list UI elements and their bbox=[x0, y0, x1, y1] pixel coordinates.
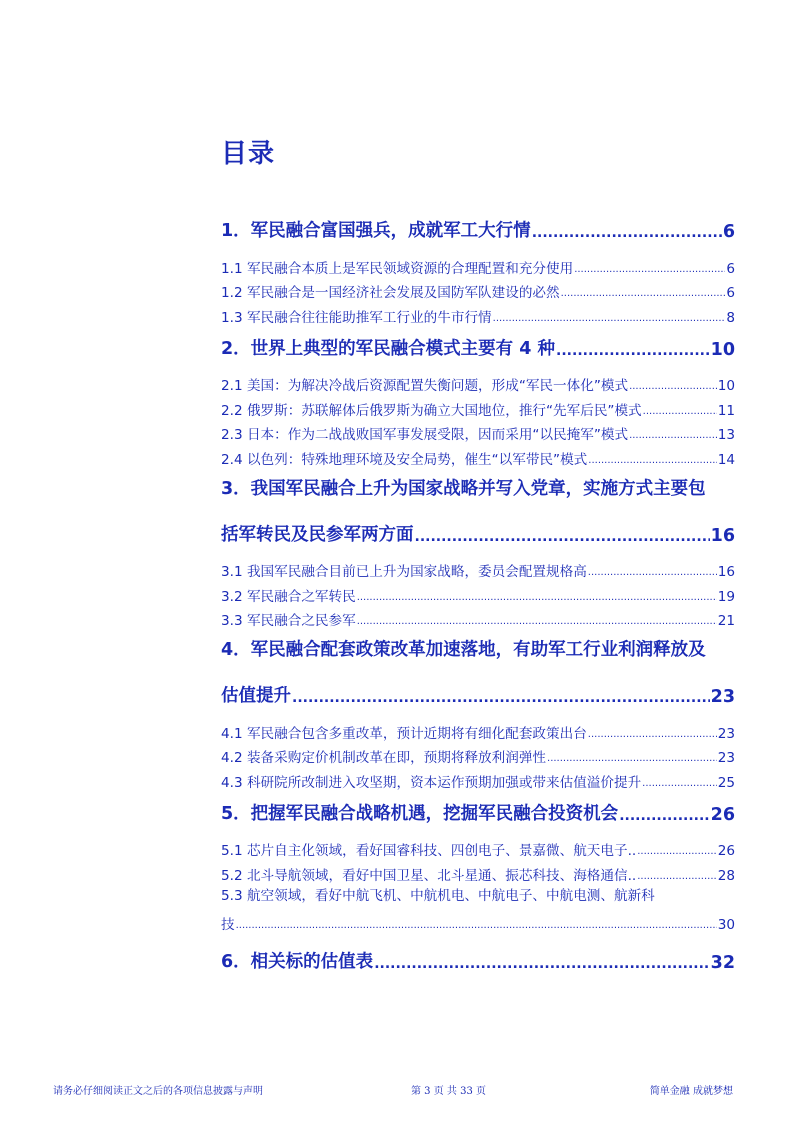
toc-page-number: 30 bbox=[717, 916, 735, 933]
toc-entry[interactable] bbox=[221, 216, 735, 242]
toc-entry[interactable] bbox=[221, 556, 735, 581]
toc-entry-text: 4.2 装备采购定价机制改革在即，预期将释放利润弹性 bbox=[221, 750, 547, 766]
toc-entry-text: 2.3 日本：作为二战战败国军事发展受限，因而采用“以民掩军”模式 bbox=[221, 427, 629, 443]
toc-entry[interactable] bbox=[221, 252, 735, 277]
toc-entry[interactable] bbox=[221, 334, 735, 360]
toc-entry[interactable] bbox=[221, 443, 735, 468]
toc-entry[interactable] bbox=[221, 766, 735, 791]
toc-entry-text: 3.3 军民融合之民参军 bbox=[221, 613, 356, 629]
toc-entry-text: 4.3 科研院所改制进入攻坚期，资本运作预期加强或带来估值溢价提升 bbox=[221, 774, 642, 791]
toc-entry-text: 1.3 军民融合往往能助推军工行业的牛市行情 bbox=[221, 309, 492, 326]
toc-entry-text: 4.1 军民融合包含多重改革，预计近期将有细化配套政策出台 bbox=[221, 725, 587, 742]
toc-entry-text: 1．军民融合富国强兵，成就军工大行情 bbox=[221, 221, 531, 241]
toc-entry[interactable] bbox=[221, 835, 735, 860]
toc-page-number: 6 bbox=[726, 285, 735, 301]
toc-entry[interactable] bbox=[221, 908, 735, 933]
toc-page-number: 28 bbox=[717, 867, 735, 884]
toc-page-number: 32 bbox=[710, 952, 735, 973]
toc-entry-first-line[interactable]: 5.3 航空领域，看好中航飞机、中航机电、中航电子、中航电测、航新科 bbox=[221, 887, 655, 904]
toc-entry-text: 2.2 俄罗斯：苏联解体后俄罗斯为确立大国地位，推行“先军后民”模式 bbox=[221, 402, 642, 419]
toc-page-number: 21 bbox=[717, 613, 735, 629]
toc-entry[interactable] bbox=[221, 742, 735, 767]
toc-page-number: 23 bbox=[710, 687, 735, 707]
toc-page-number: 8 bbox=[726, 309, 735, 326]
toc-page-number: 23 bbox=[717, 725, 735, 742]
toc-entry[interactable] bbox=[221, 605, 735, 630]
toc-entry[interactable] bbox=[221, 859, 735, 884]
toc-page-number: 25 bbox=[717, 774, 735, 791]
footer-slogan: 简单金融 成就梦想 bbox=[649, 1086, 733, 1097]
toc-entry-text: 2．世界上典型的军民融合模式主要有 4 种 bbox=[221, 338, 556, 359]
toc-page-number: 26 bbox=[710, 804, 735, 825]
toc-entry-first-line[interactable]: 4．军民融合配套政策改革加速落地，有助军工行业利润释放及 bbox=[221, 640, 706, 660]
toc-page-number: 6 bbox=[726, 260, 735, 277]
footer-page-number: 第 3 页 共 33 页 bbox=[411, 1086, 486, 1097]
toc-entry[interactable] bbox=[221, 301, 735, 326]
toc-entry[interactable] bbox=[221, 370, 735, 395]
toc-entry[interactable] bbox=[221, 799, 735, 825]
toc-entry[interactable] bbox=[221, 277, 735, 302]
toc-entry-text: 3.2 军民融合之军转民 bbox=[221, 588, 356, 605]
toc-entry-first-line[interactable]: 3．我国军民融合上升为国家战略并写入党章，实施方式主要包 bbox=[221, 478, 706, 499]
toc-page-number: 16 bbox=[717, 564, 735, 580]
toc-entry-text: 5．把握军民融合战略机遇，挖掘军民融合投资机会 bbox=[221, 803, 619, 824]
toc-entry[interactable] bbox=[221, 580, 735, 605]
toc-entry-text: 括军转民及民参军两方面 bbox=[221, 524, 414, 545]
toc-page-number: 14 bbox=[717, 451, 735, 468]
toc-entry-text: 技 bbox=[221, 916, 235, 933]
table-of-contents bbox=[221, 216, 735, 973]
toc-entry-text: 1.1 军民融合本质上是军民领域资源的合理配置和充分使用 bbox=[221, 260, 574, 277]
toc-page-number: 11 bbox=[717, 402, 735, 419]
toc-page-number: 26 bbox=[717, 843, 735, 859]
toc-entry[interactable] bbox=[221, 717, 735, 742]
toc-entry-text: 2.1 美国：为解决冷战后资源配置失衡问题，形成“军民一体化”模式 bbox=[221, 378, 629, 394]
toc-page-number: 10 bbox=[710, 339, 735, 360]
toc-entry[interactable] bbox=[221, 947, 735, 973]
toc-page-number: 6 bbox=[722, 222, 735, 242]
toc-entry-text: 2.4 以色列：特殊地理环境及安全局势，催生“以军带民”模式 bbox=[221, 451, 588, 468]
toc-entry-text: 1.2 军民融合是一国经济社会发展及国防军队建设的必然 bbox=[221, 285, 560, 301]
toc-entry[interactable] bbox=[221, 394, 735, 419]
toc-entry-text: 3.1 我国军民融合目前已上升为国家战略，委员会配置规格高 bbox=[221, 564, 587, 580]
page-title: 目录 bbox=[221, 139, 276, 169]
footer-disclaimer: 请务必仔细阅读正文之后的各项信息披露与声明 bbox=[53, 1086, 263, 1097]
toc-page-number: 19 bbox=[717, 588, 735, 605]
toc-entry-text: 5.2 北斗导航领域，看好中国卫星、北斗星通、振芯科技、海格通信.. bbox=[221, 867, 637, 884]
toc-page-number: 10 bbox=[717, 378, 735, 394]
toc-page-number: 16 bbox=[710, 525, 735, 546]
toc-entry-text: 5.1 芯片自主化领域，看好国睿科技、四创电子、景嘉微、航天电子.. bbox=[221, 843, 637, 859]
toc-entry-text: 6．相关标的估值表 bbox=[221, 951, 374, 972]
toc-entry-text: 估值提升 bbox=[221, 686, 291, 706]
toc-entry[interactable] bbox=[221, 419, 735, 444]
toc-entry[interactable] bbox=[221, 681, 735, 707]
toc-entry[interactable] bbox=[221, 520, 735, 546]
toc-page-number: 13 bbox=[717, 427, 735, 443]
toc-page-number: 23 bbox=[717, 750, 735, 766]
